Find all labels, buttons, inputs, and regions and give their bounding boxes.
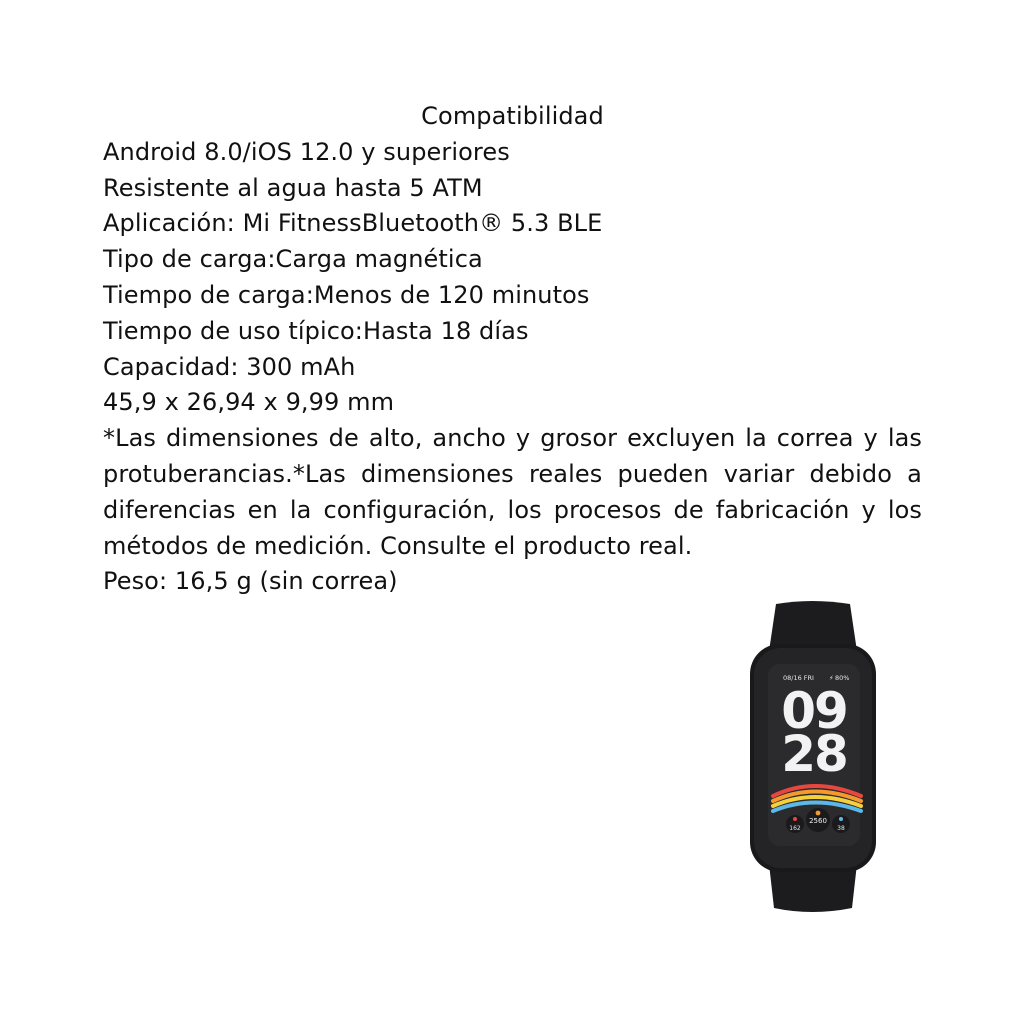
spec-battery-life: Tiempo de uso típico:Hasta 18 días [103,316,529,345]
watch-battery: 80% [835,674,850,682]
spec-title: Compatibilidad [421,102,604,130]
watch-left-stat: 162 [789,825,801,832]
spec-capacity: Capacidad: 300 mAh [103,352,356,381]
spec-app-bluetooth: Aplicación: Mi FitnessBluetooth® 5.3 BLE [103,209,603,238]
smart-band-image [740,600,885,915]
watch-center-stat: 2560 [809,817,827,825]
spec-water-resistance: Resistente al agua hasta 5 ATM [103,173,483,202]
spec-weight: Peso: 16,5 g (sin correa) [103,567,398,596]
watch-minutes: 28 [781,725,847,783]
spec-dimensions-note: *Las dimensiones de alto, ancho y grosor excluyen la correa y las protuberancias.*Las dimensiones reales pueden variar debido a diferencias en la configuración, los procesos de fabricación y los métodos de medición. Consulte el producto real. [103,424,922,560]
spec-compatibility: Android 8.0/iOS 12.0 y superiores [103,137,510,166]
watch-hours: 09 [781,682,847,740]
heart-icon [839,817,843,821]
lightning-icon: ⚡ [829,674,834,682]
steps-icon [816,811,821,816]
spec-charging-type: Tipo de carga:Carga magnética [103,245,483,274]
fire-icon [793,817,797,821]
watch-right-stat: 38 [837,825,845,832]
watch-date: 08/16 FRI [783,674,814,682]
specifications-text [103,99,922,600]
spec-dimensions: 45,9 x 26,94 x 9,99 mm [103,388,395,417]
spec-charging-time: Tiempo de carga:Menos de 120 minutos [103,280,590,309]
